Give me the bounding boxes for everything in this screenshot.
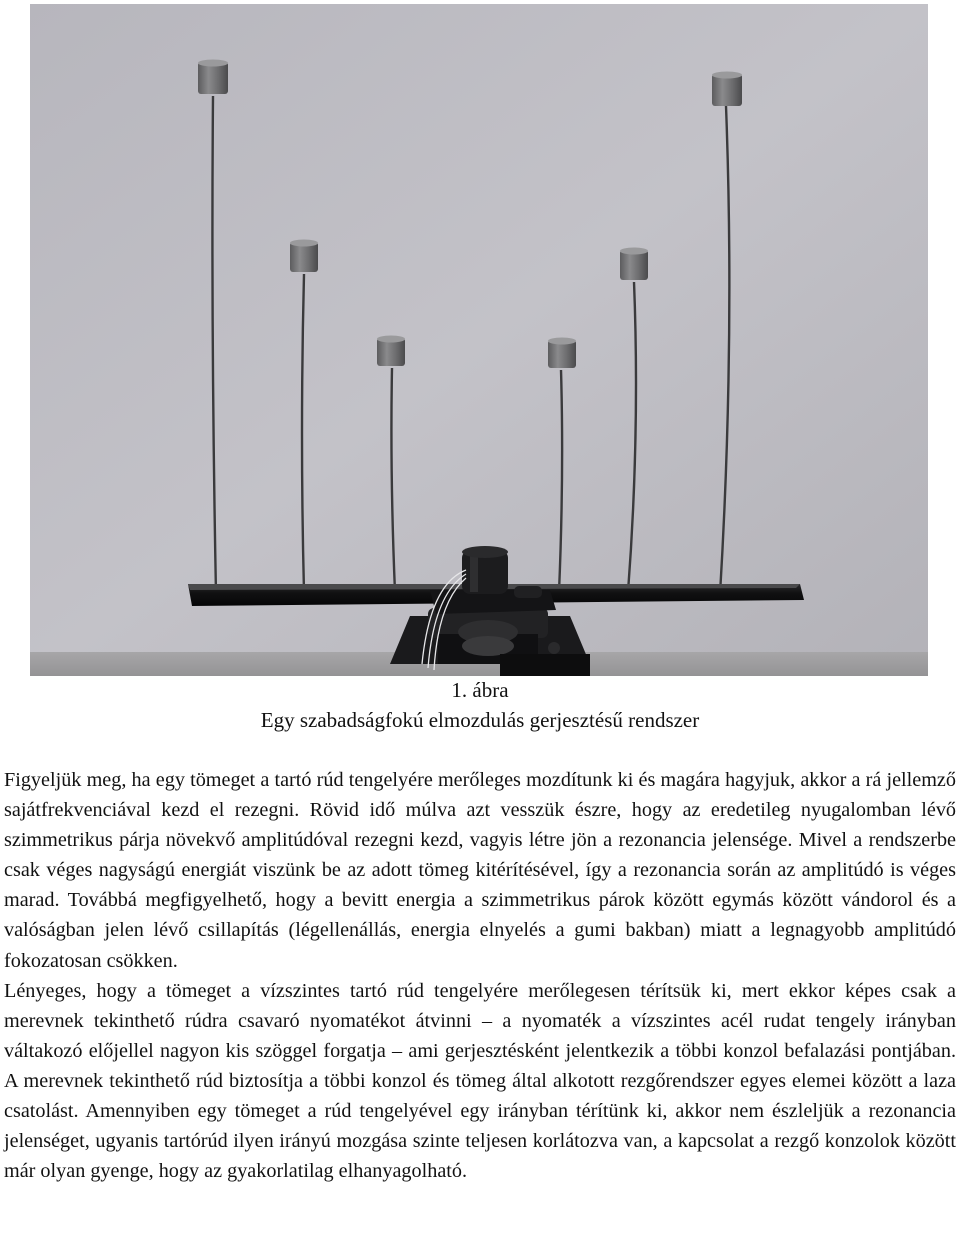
weight-5 [620, 248, 648, 281]
weight-6 [712, 72, 742, 107]
figure-number: 1. ábra [451, 678, 509, 702]
paragraph-1: Figyeljük meg, ha egy tömeget a tartó rúd tengelyére merőleges mozdítunk ki és magára hagyjuk, akkor a rá jellemző sajátfrekvenciával kezd el rezegni. Rövid idő múlva azt vesszük észre, hogy az eredetileg nyugalomban lévő szimmetrikus párja növekvő amplitúdóval rezegni kezd, vagyis létre jön a rezonancia jelensége. Mivel a rendszerbe csak véges nagyságú energiát viszünk be az adott tömeg kitérítésével, így a rezonancia során az amplitúdó is véges marad. Továbbá megfigyelhető, hogy a bevitt energia a szimmetrikus párok között egymás között vándorol és a valóságban jelen lévő csillapítás (légellenállás, energia elnyelés a gumi bakban) miatt a legnagyobb amplitúdó fokozatosan csökken. [4, 769, 956, 972]
weight-1 [198, 60, 228, 95]
paragraph-2: Lényeges, hogy a tömeget a vízszintes tartó rúd tengelyére merőlegesen térítsük ki, mert ekkor képes csak a merevnek tekinthető rúdra csavaró nyomatékot átvinni – a nyomaték a vízszintes acél rudat tengely irányban váltakozó előjellel nagyon kis szöggel forgatja – ami gerjesztésként jelentkezik a többi konzol befalazási pontjában. A merevnek tekinthető rúd biztosítja a többi konzol és tömeg által alkotott rezgőrendszer egyes elemei között a laza csatolást. Amennyiben egy tömeget a rúd tengelyével egy irányban térítünk ki, akkor nem észleljük a rezonancia jelenséget, ugyanis tartórúd ilyen irányú mozgása szinte teljesen korlátozva van, a kapcsolat a rezgő konzolok között már olyan gyenge, hogy az gyakorlatilag elhanyagolható. [4, 979, 956, 1183]
weight-3 [377, 336, 405, 367]
weight-2 [290, 240, 318, 273]
figure-title: Egy szabadságfokú elmozdulás gerjesztésű rendszer [260, 708, 700, 732]
apparatus-photo [30, 4, 928, 676]
resonance-apparatus-illustration [30, 4, 928, 676]
body-text [4, 765, 956, 1186]
weight-4 [548, 338, 576, 369]
